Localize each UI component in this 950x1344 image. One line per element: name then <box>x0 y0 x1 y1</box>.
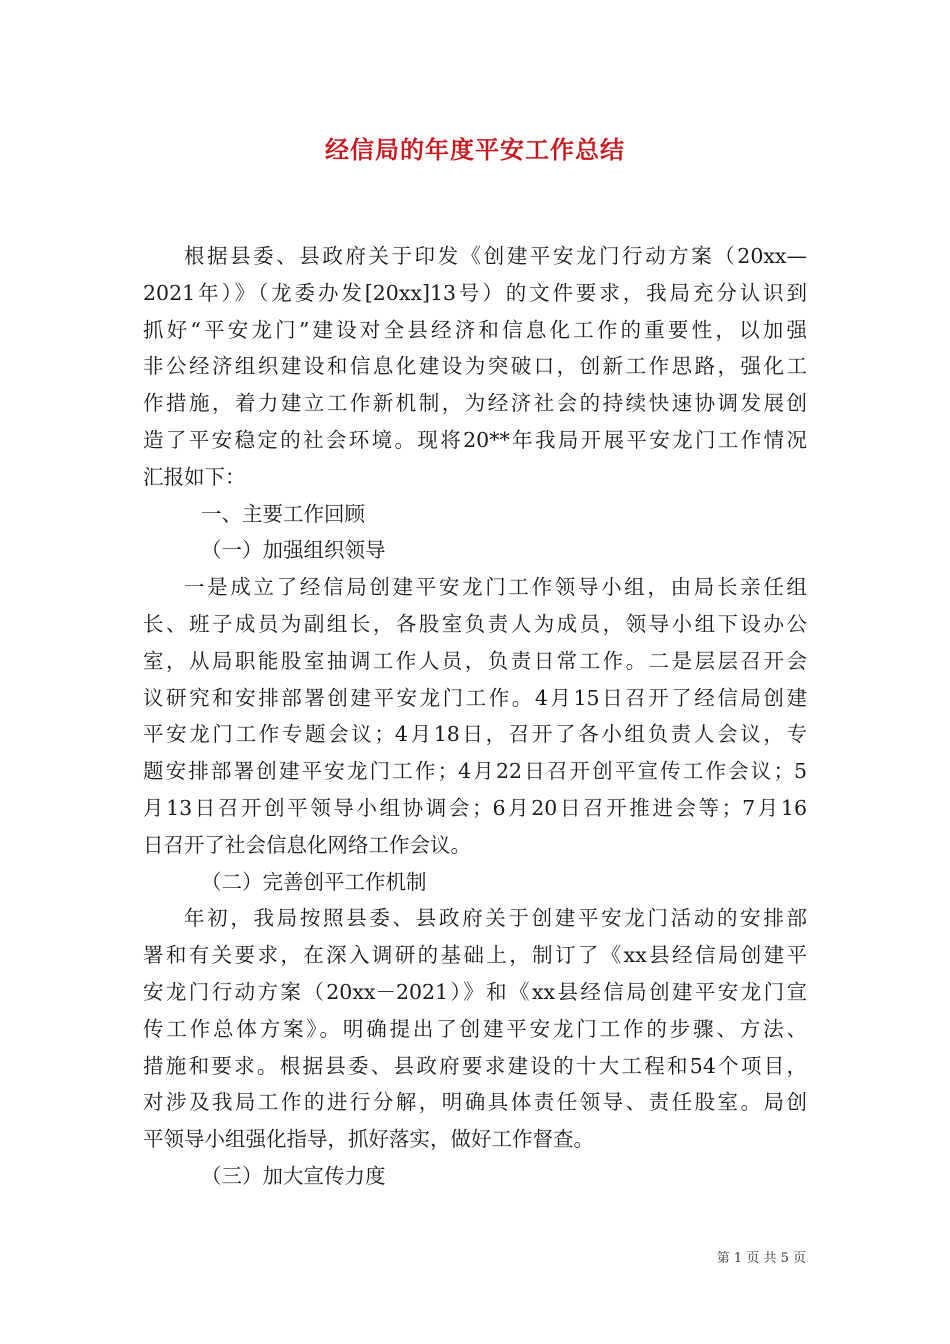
document-body <box>143 238 807 1195</box>
paragraph-line: 平领导小组强化指导，抓好落实，做好工作督查。 <box>143 1127 594 1152</box>
document-title: 经信局的年度平安工作总结 <box>325 135 625 164</box>
subsection-heading: （一）加强组织领导 <box>201 538 386 563</box>
paragraph-line: 对涉及我局工作的进行分解，明确具体责任领导、责任股室。局创 <box>143 1090 807 1115</box>
paragraph-line: 月13日召开创平领导小组协调会；6月20日召开推进会等；7月16 <box>143 795 807 820</box>
paragraph-line: 安龙门行动方案（20xx－2021）》和《xx县经信局创建平安龙门宣 <box>143 979 807 1004</box>
paragraph-line: 传工作总体方案》。明确提出了创建平安龙门工作的步骤、方法、 <box>143 1016 807 1041</box>
paragraph-line: 议研究和安排部署创建平安龙门工作。4月15日召开了经信局创建 <box>143 685 807 710</box>
paragraph-line: 长、班子成员为副组长，各股室负责人为成员，领导小组下设办公 <box>143 611 807 636</box>
paragraph-line: 2021年）》（龙委办发[20xx]13号）的文件要求，我局充分认识到 <box>143 280 807 305</box>
paragraph-line: 措施和要求。根据县委、县政府要求建设的十大工程和54个项目， <box>143 1053 807 1078</box>
paragraph-line: 非公经济组织建设和信息化建设为突破口，创新工作思路，强化工 <box>143 354 807 379</box>
paragraph-line: 一是成立了经信局创建平安龙门工作领导小组，由局长亲任组 <box>184 575 807 600</box>
paragraph-line: 作措施，着力建立工作新机制，为经济社会的持续快速协调发展创 <box>143 391 807 416</box>
paragraph-line: 抓好“平安龙门”建设对全县经济和信息化工作的重要性，以加强 <box>143 317 807 342</box>
section-heading: 一、主要工作回顾 <box>201 501 365 526</box>
paragraph-line: 题安排部署创建平安龙门工作；4月22日召开创平宣传工作会议；5 <box>143 759 807 784</box>
paragraph-line: 室，从局职能股室抽调工作人员，负责日常工作。二是层层召开会 <box>143 648 807 673</box>
paragraph-line: 汇报如下： <box>143 464 246 489</box>
subsection-heading: （二）完善创平工作机制 <box>201 869 427 894</box>
paragraph-line: 造了平安稳定的社会环境。现将20**年我局开展平安龙门工作情况 <box>143 427 807 452</box>
page-number: 第 1 页 共 5 页 <box>716 1251 806 1266</box>
paragraph-line: 日召开了社会信息化网络工作会议。 <box>143 832 471 857</box>
paragraph-line: 根据县委、县政府关于印发《创建平安龙门行动方案（20xx— <box>184 244 807 268</box>
paragraph-line: 平安龙门工作专题会议；4月18日，召开了各小组负责人会议，专 <box>143 722 807 747</box>
subsection-heading: （三）加大宣传力度 <box>201 1163 386 1188</box>
paragraph-line: 年初，我局按照县委、县政府关于创建平安龙门活动的安排部 <box>184 906 807 931</box>
paragraph-line: 署和有关要求，在深入调研的基础上，制订了《xx县经信局创建平 <box>143 943 807 968</box>
